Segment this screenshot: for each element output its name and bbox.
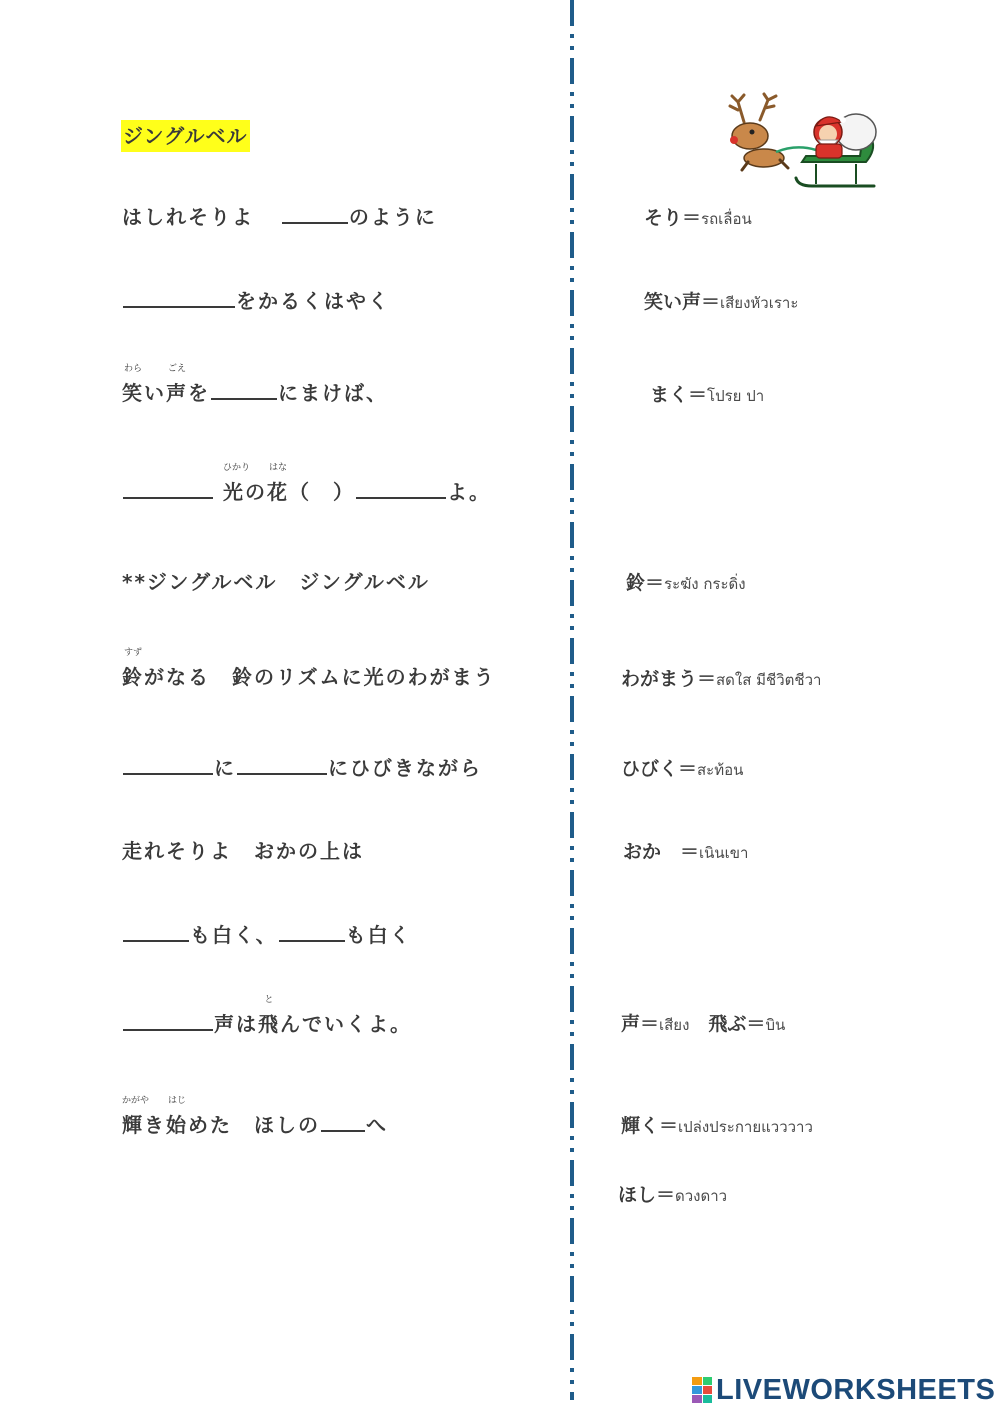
glossary-entry-wagamau: わがまう＝สดใส มีชีวิตชีวา (621, 668, 822, 690)
blank-input[interactable] (123, 920, 189, 942)
glossary-entry-kagayaku: 輝く＝เปล่งประกายแวววาว (621, 1115, 813, 1137)
lyric-line-3: わら 笑い ごえ 声を にまけば、 (122, 364, 388, 405)
blank-input[interactable] (279, 920, 345, 942)
glossary-entry-suzu: 鈴＝ระฆัง กระดิ่ง (626, 572, 746, 594)
liveworksheets-wordmark: LIVEWORKSHEETS (716, 1373, 996, 1406)
blank-input[interactable] (356, 477, 446, 499)
blank-input[interactable] (123, 286, 235, 308)
glossary-entry-waraigoe: 笑い声＝เสียงหัวเราะ (644, 291, 799, 313)
blank-input[interactable] (282, 202, 348, 224)
glossary-entry-hoshi: ほし＝ดวงดาว (618, 1184, 728, 1206)
blank-input[interactable] (123, 1009, 213, 1031)
blank-input[interactable] (237, 753, 327, 775)
blank-input[interactable] (211, 378, 277, 400)
glossary-entry-hibiku: ひびく＝สะท้อน (621, 758, 744, 780)
santa-sleigh-reindeer-icon (716, 92, 892, 194)
blank-input[interactable] (321, 1110, 365, 1132)
lyric-line-8: 走れそりよ おかの上は (122, 839, 364, 863)
glossary-entry-oka: おか ＝เนินเขา (623, 841, 749, 863)
lyric-line-10: 声は と 飛んでいくよ。 (122, 1009, 412, 1039)
lyric-line-2: をかるくはやく (122, 286, 390, 316)
glossary-entry-sori: そり＝รถเลื่อน (644, 207, 752, 229)
glossary-entry-maku: まく＝โปรย ปา (650, 384, 765, 406)
glossary-entry-koe-tobu: 声＝เสียง 飛ぶ＝บิน (621, 1013, 786, 1035)
lyric-line-4: ひかり 光の はな 花（ ） よ。 (122, 477, 491, 507)
lyric-line-7: に にひびきながら (122, 753, 482, 783)
center-divider (569, 0, 575, 1400)
lyric-line-9: も白く、 も白く (122, 920, 412, 950)
blank-input[interactable] (123, 753, 213, 775)
liveworksheets-logo-icon (692, 1377, 712, 1403)
liveworksheets-brand[interactable] (692, 1372, 995, 1408)
lyric-line-5: **ジングルベル ジングルベル (122, 570, 430, 594)
blank-input[interactable] (123, 477, 213, 499)
lyric-line-6: すず 鈴がなる 鈴のリズムに光のわがまう (122, 648, 496, 689)
lyric-line-11: かがや 輝き はじ 始めた ほしの へ (122, 1096, 388, 1137)
lyric-line-1: はしれそりよ のように (122, 202, 437, 232)
worksheet-title: ジングルベル (121, 120, 250, 152)
